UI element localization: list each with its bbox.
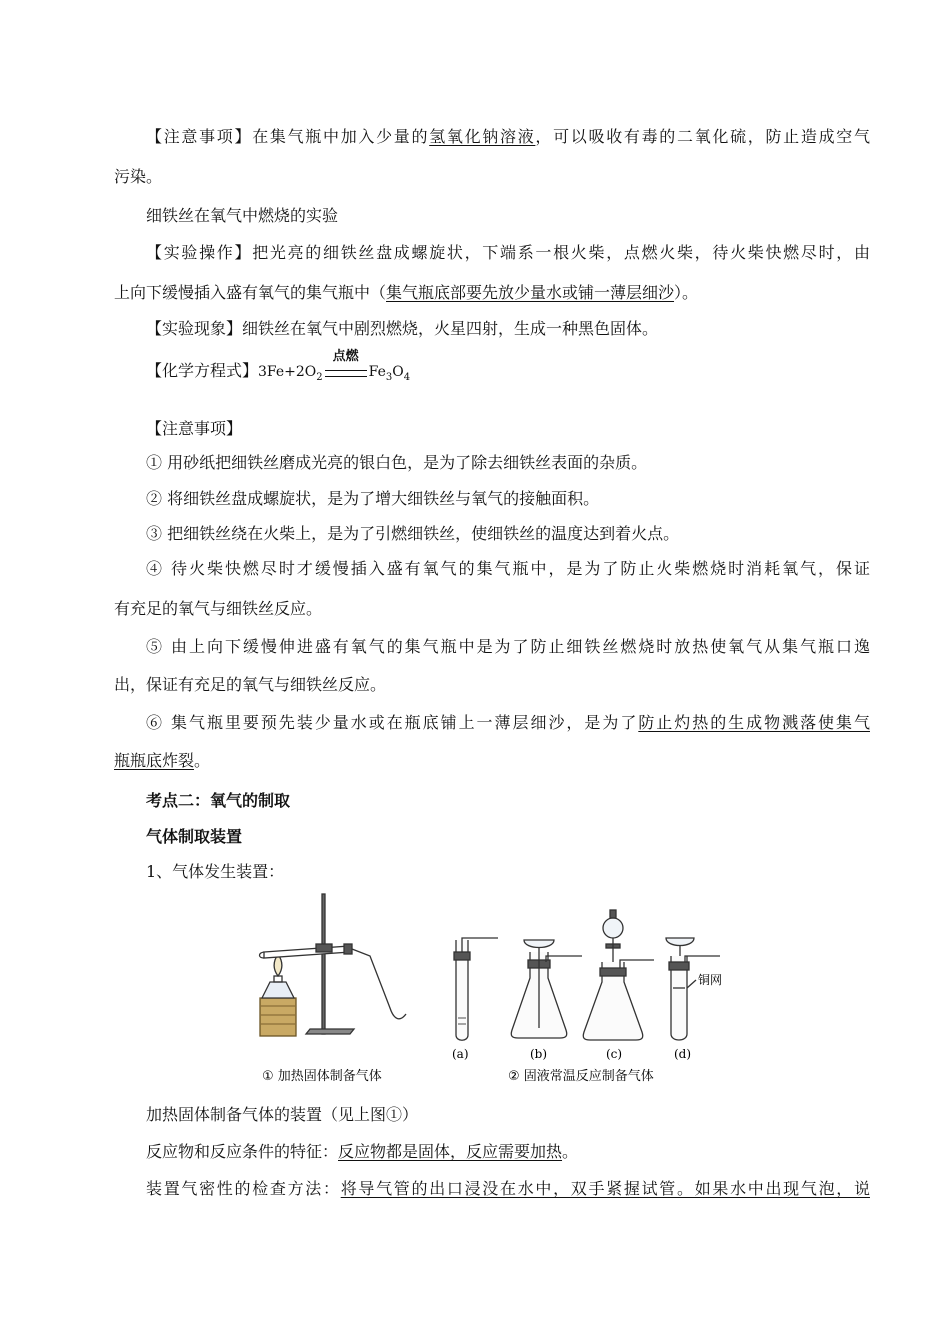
subsection-heading: 气体制取装置 xyxy=(146,827,243,846)
mesh-label: 铜网 xyxy=(698,973,723,987)
reaction-arrow xyxy=(323,349,369,382)
note-item-5: ⑤ 由上向下缓慢伸进盛有氧气的集气瓶中是为了防止细铁丝燃烧时放热使氧气从集气瓶口逸 xyxy=(146,637,870,656)
note-item-3: ③ 把细铁丝绕在火柴上，是为了引燃细铁丝，使细铁丝的温度达到着火点。 xyxy=(146,524,680,543)
operation-tag: 【实验操作】 xyxy=(146,243,253,262)
apparatus-c xyxy=(583,910,654,1040)
note-item-6 xyxy=(146,712,870,734)
apparatus-b xyxy=(511,940,582,1038)
label-a: (a) xyxy=(452,1047,469,1061)
note-paragraph xyxy=(146,126,870,148)
airtight-line xyxy=(146,1178,870,1200)
operation-text: 把光亮的细铁丝盘成螺旋状，下端系一根火柴，点燃火柴，待火柴快燃尽时，由 xyxy=(252,243,870,262)
note-item-1: ① 用砂纸把细铁丝磨成光亮的银白色，是为了除去细铁丝表面的杂质。 xyxy=(146,453,648,472)
operation-paragraph xyxy=(146,242,870,264)
separatory-funnel xyxy=(603,918,623,938)
underlined-answer: 集气瓶底部要先放少量水或铺一薄层细沙 xyxy=(386,283,675,302)
delivery-tube-c xyxy=(620,960,654,968)
equation-line xyxy=(146,349,870,389)
label-b: (b) xyxy=(530,1047,548,1061)
delivery-tube-b xyxy=(546,956,582,962)
phenomenon-tag: 【实验现象】 xyxy=(146,319,243,338)
stand-rod xyxy=(322,894,325,1034)
equation-reactants xyxy=(258,364,323,383)
note-item-4: ④ 待火柴快燃尽时才缓慢插入盛有氧气的集气瓶中，是为了防止火柴燃烧时消耗氧气，保证 xyxy=(146,559,870,578)
delivery-tube-d xyxy=(685,956,720,962)
note-text: ⑥ 集气瓶里要预先装少量水或在瓶底铺上一薄层细沙，是为了 xyxy=(146,713,639,732)
notes-heading: 【注意事项】 xyxy=(146,419,243,438)
note-text: 。 xyxy=(194,751,211,770)
label-c: (c) xyxy=(606,1047,623,1061)
underlined-answer: 反应物都是固体，反应需要加热 xyxy=(338,1142,563,1161)
operation-text: 上向下缓慢插入盛有氧气的集气瓶中（ xyxy=(114,283,387,302)
underlined-answer: 将导气管的出口浸没在水中，双手紧握试管。如果水中出现气泡，说 xyxy=(340,1179,870,1198)
feature-label: 反应物和反应条件的特征： xyxy=(146,1142,339,1161)
experiment-title: 细铁丝在氧气中燃烧的实验 xyxy=(146,206,339,225)
item-heading: 1、气体发生装置： xyxy=(146,862,285,881)
wood-block xyxy=(260,998,296,1036)
alcohol-lamp xyxy=(262,982,294,998)
underlined-answer: 氢氧化钠溶液 xyxy=(429,127,536,146)
subscript: 4 xyxy=(403,371,411,383)
underlined-answer: 瓶瓶底炸裂 xyxy=(114,751,195,770)
stopper xyxy=(344,944,352,954)
note-item-2: ② 将细铁丝盘成螺旋状，是为了增大细铁丝与氧气的接触面积。 xyxy=(146,489,600,508)
underlined-answer: 防止灼热的生成物溅落使集气 xyxy=(638,713,870,732)
note-text: 在集气瓶中加入少量的 xyxy=(252,127,430,146)
caption-liquid-solid: ② 固液常温反应制备气体 xyxy=(508,1069,654,1084)
note-item-6-cont xyxy=(114,750,838,772)
operation-text: ）。 xyxy=(674,283,699,302)
apparatus-a xyxy=(454,938,498,1040)
subscript: 3 xyxy=(385,371,393,383)
apparatus-figure xyxy=(250,890,730,1090)
phenomenon-paragraph xyxy=(146,318,870,340)
section-heading: 考点二：氧气的制取 xyxy=(146,791,291,810)
device-line: 加热固体制备气体的装置（见上图①） xyxy=(146,1105,419,1124)
label-d: (d) xyxy=(674,1047,692,1061)
funnel-d xyxy=(666,938,694,946)
note-item-5-cont: 出，保证有充足的氧气与细铁丝反应。 xyxy=(114,675,387,694)
subscript: 2 xyxy=(316,371,323,383)
caption-heating: ① 加热固体制备气体 xyxy=(262,1069,382,1084)
reaction-condition: 点燃 xyxy=(332,349,359,364)
product-text: Fe xyxy=(368,364,386,380)
note-continuation: 污染。 xyxy=(114,167,163,186)
equation-tag: 【化学方程式】 xyxy=(146,361,259,380)
note-tag: 【注意事项】 xyxy=(146,127,253,146)
note-item-4-cont: 有充足的氧气与细铁丝反应。 xyxy=(114,599,323,618)
airtight-label: 装置气密性的检查方法： xyxy=(146,1179,341,1198)
stand-base xyxy=(306,1029,354,1034)
clamp xyxy=(316,944,332,952)
phenomenon-text: 细铁丝在氧气中剧烈燃烧，火星四射，生成一种黑色固体。 xyxy=(242,319,659,338)
delivery-tube xyxy=(352,949,406,1019)
product-text: O xyxy=(392,364,404,380)
operation-continuation xyxy=(114,282,838,304)
test-tube xyxy=(264,946,350,958)
note-text: ，可以吸收有毒的二氧化硫，防止造成空气 xyxy=(535,127,870,146)
reactants-text: 3Fe+2O xyxy=(258,364,317,380)
feature-line xyxy=(146,1141,870,1163)
heating-apparatus xyxy=(260,894,407,1036)
equals-bars xyxy=(325,370,367,377)
feature-end: 。 xyxy=(562,1142,579,1161)
funnel-b xyxy=(524,940,554,948)
equation-products xyxy=(368,364,411,383)
apparatus-d xyxy=(666,938,723,1040)
